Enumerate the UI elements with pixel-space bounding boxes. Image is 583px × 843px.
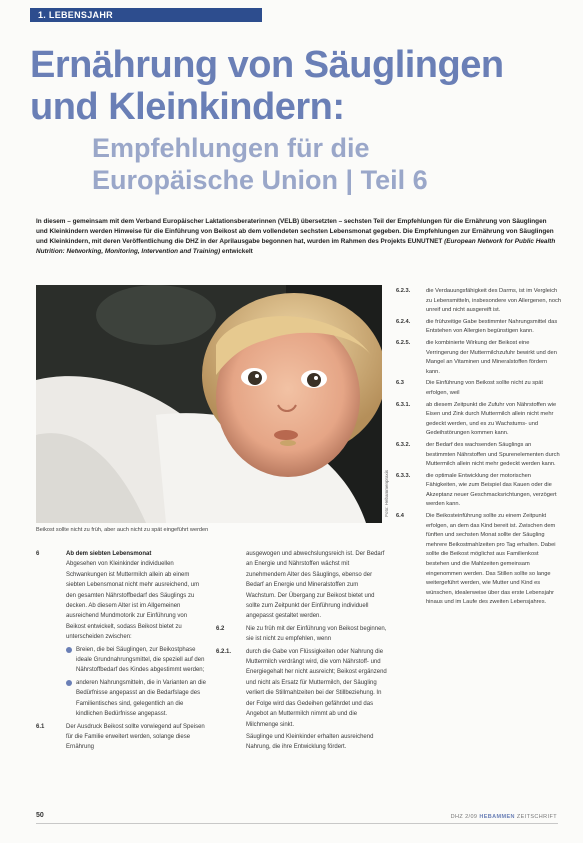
section-body (66, 549, 208, 643)
section-text: Der Ausdruck Beikost sollte vorwiegend auf Speisen für die Familie erweitert werden, solange diese Ernährung (66, 723, 205, 751)
magazine-brand: HEBAMMEN (479, 814, 515, 820)
list-item (66, 645, 208, 676)
section-label: 1. LEBENSJAHR (30, 8, 262, 22)
column-2 (216, 549, 388, 755)
section-6-2-3 (396, 287, 561, 316)
footer-divider (36, 823, 558, 824)
section-text: der Bedarf des wachsenden Säuglings an bestimmten Nährstoffen und Spurenelementen durch Muttermilch allein nicht mehr gedeckt werden kann. (426, 441, 560, 468)
section-number: 6.1 (36, 723, 45, 730)
section-6-1 (36, 722, 208, 753)
section-text: die kombinierte Wirkung der Beikost eine Verringerung der Muttermilchzufuhr bewirkt und den Mangel an Vitaminen und Mineralstoffen fördern kann. (426, 339, 557, 375)
section-6-2 (216, 624, 388, 645)
page-subtitle (92, 132, 552, 196)
section-text: ab diesem Zeitpunkt die Zufuhr von Nährstoffen wie Eisen und Zink durch Muttermilch allein nicht mehr gedeckt werden, und es zu Wachstums- und Gedeihstörungen kommen kann. (426, 401, 557, 437)
section-6-2-1 (216, 647, 388, 730)
section-6-3-3 (396, 472, 561, 510)
section-number: 6.2.5. (396, 339, 411, 346)
section-number: 6.3.1. (396, 401, 411, 408)
subtitle-line-2: Europäische Union | Teil 6 (92, 165, 428, 195)
intro-italic: (European Network for Public Health Nutrition: Networking, Monitoring, Intervention and Training) (36, 238, 556, 255)
section-6-4 (396, 512, 561, 608)
section-6-3-1 (396, 401, 561, 439)
section-text: die Verdauungsfähigkeit des Darms, ist im Vergleich zu Lebensmitteln, insbesondere von Allergenen, noch unreif und nicht ausgereift ist. (426, 288, 562, 314)
section-6-3-2 (396, 441, 561, 470)
section-6-3 (396, 379, 561, 398)
list-item (66, 678, 208, 720)
photo-caption: Beikost sollte nicht zu früh, aber auch nicht zu spät eingeführt werden (36, 527, 209, 533)
intro-paragraph (36, 217, 558, 257)
section-number: 6.4 (396, 513, 404, 520)
paragraph: ausgewogen und abwechslungsreich ist. Der Bedarf an Energie und Nährstoffen wächst mit zunehmendem Alter des Säuglings, ebenso der Bedarf an Energie und Mineralstoffen zum Wachstum. Der Übergang zur Beikost bietet und sollte zum Zeitpunkt der Einführung individuell angepasst gestaltet werden. (246, 551, 385, 620)
section-text: Abgesehen von Kleinkinder individuellen Schwankungen ist Muttermilch allein ab einem siebten Lebensmonat nicht mehr ausreichend, um den gesamten Nährstoffbedarf des Säuglings zu decken. Ab diesem Alter ist im Allgemeinen ausreichend Mundmotorik zur Einführung von Beikost entwickelt, sodass Beikost bietet zu unterscheiden zwischen: (66, 561, 200, 641)
column-1 (36, 549, 208, 755)
section-text: die frühzeitige Gabe bestimmter Nahrungsmittel das Entstehen von Allergien begünstigen kann. (426, 318, 558, 335)
magazine-suffix: ZEITSCHRIFT (514, 814, 557, 820)
page-number: 50 (36, 812, 44, 819)
bullet-icon (66, 647, 72, 653)
section-number: 6.2.1. (216, 648, 232, 655)
section-6 (36, 549, 208, 643)
section-text: die optimale Entwicklung der motorischen Fähigkeiten, wie zum Beispiel das Kauen oder die Akzeptanz neuer Geschmacksrichtungen, verzögert werden kann. (426, 472, 557, 508)
photo-credit: Foto: Hebammenpraxis (384, 470, 389, 517)
magazine-issue: DHZ 2/09 (450, 814, 480, 820)
page-title (30, 44, 560, 128)
baby-illustration (36, 285, 382, 523)
list-item-text: Breien, die bei Säuglingen, zur Beikostphase ideale Grundnahrungsmittel, die speziell auf den Nährstoffbedarf des Kindes abgestimmt werden; (76, 646, 205, 674)
section-title: Ab dem siebten Lebensmonat (66, 551, 152, 557)
section-number: 6.3.3. (396, 472, 411, 479)
section-number: 6 (36, 551, 40, 557)
intro-text-end: entwickelt (220, 248, 253, 255)
section-text: Die Einführung von Beikost sollte nicht zu spät erfolgen, weil (426, 380, 543, 396)
list-item-text: anderen Nahrungsmitteln, die in Varianten an die Bedürfnisse angepasst an die Bedarfslage des Familientisches sind, gelegentlich an die kindlichen Bedürfnisse angepasst. (76, 679, 206, 718)
section-number: 6.3.2. (396, 441, 411, 448)
title-line-1: Ernährung von Säuglingen (30, 44, 504, 86)
section-text: Die Beikosteinführung sollte zu einem Zeitpunkt erfolgen, an dem das Kind bereit ist. Zwischen dem fünften und sechsten Monat sollte der Säugling mehrere Beikostmahlzeiten pro Tag erhalten. Dabei sollte die Beikost möglichst aus Familienkost bestehen und die Mahlzeiten gemeinsam eingenommen werden. Das Stillen sollte so lange weitergeführt werden, wie Mutter und Kind es wünschen, idealerweise über das erste Lebensjahr hinaus und im Laufe des zweiten Lebensjahres. (426, 513, 556, 606)
paragraph: Säuglinge und Kleinkinder erhalten ausreichend Nahrung, die ihre Entwicklung fördert. (246, 733, 374, 751)
column-3 (396, 287, 561, 610)
title-line-2: und Kleinkindern: (30, 86, 345, 128)
subtitle-line-1: Empfehlungen für die (92, 133, 370, 163)
bullet-icon (66, 680, 72, 686)
baby-photo (36, 285, 382, 523)
section-6-2-5 (396, 339, 561, 377)
section-number: 6.2.3. (396, 288, 411, 294)
section-number: 6.2.4. (396, 318, 411, 325)
section-number: 6.2 (216, 625, 225, 632)
section-6-2-4 (396, 318, 561, 337)
magazine-name (451, 814, 557, 820)
section-number: 6.3 (396, 380, 404, 387)
intro-text: In diesem – gemeinsam mit dem Verband Europäischer Laktationsberaterinnen (VELB) übersetzten – sechsten Teil der Empfehlungen für die Ernährung von Säuglingen und Kleinkindern werden Hinweise für die Einführung von Beikost ab dem vollendeten sechsten Lebensmonat gegeben. Die Empfehlungen zur Ernährung von Säuglingen und Kleinkindern, mit deren Veröffentlichung die DHZ in der Aprilausgabe begonnen hat, wurden im Rahmen des Projekts EUNUTNET (36, 218, 554, 245)
section-text: durch die Gabe von Flüssigkeiten oder Nahrung die Muttermilch verdrängt wird, die vom Nährstoff- und Energiegehalt her nicht ausreicht; Beikost ergänzend und nicht als Ersatz für Muttermilch, der Säugling verliert die Stillmahlzeiten bei der Stillbeziehung. In der Folge wird das Gedeihen gefährdet und das Angebot an Muttermilch nimmt ab und die Milchmenge sinkt. (246, 648, 387, 728)
section-text: Nie zu früh mit der Einführung von Beikost beginnen, sie ist nicht zu empfehlen, wenn (246, 625, 387, 643)
